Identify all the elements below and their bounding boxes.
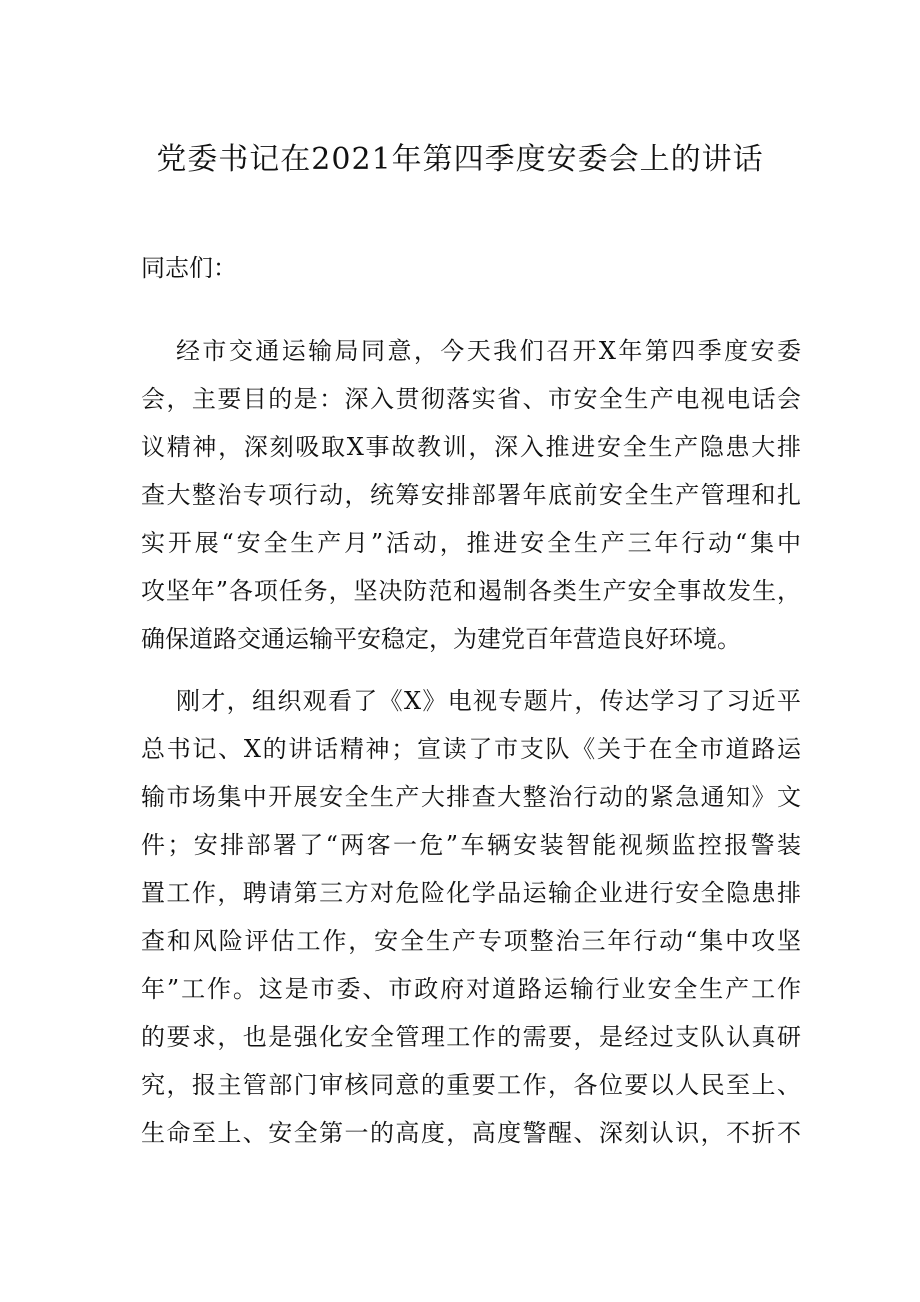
text-line: 年”工作。这是市委、市政府对道路运输行业安全生产工作 (141, 975, 801, 1003)
text-line: 会，主要目的是：深入贯彻落实省、市安全生产电视电话会 (141, 385, 801, 413)
text-line: 件；安排部署了“两客一危”车辆安装智能视频监控报警装 (141, 831, 801, 859)
text-line: 生命至上、安全第一的高度，高度警醒、深刻认识，不折不 (141, 1119, 801, 1147)
text-line: 输市场集中开展安全生产大排查大整治行动的紧急通知》文 (141, 783, 801, 811)
text-line: 实开展“安全生产月”活动，推进安全生产三年行动“集中 (141, 529, 801, 557)
text-line: 经市交通运输局同意，今天我们召开X年第四季度安委 (176, 337, 801, 365)
text-line: 究，报主管部门审核同意的重要工作，各位要以人民至上、 (141, 1071, 801, 1099)
text-line: 刚才，组织观看了《X》电视专题片，传达学习了习近平 (176, 687, 801, 715)
document-title: 党委书记在2021年第四季度安委会上的讲话 (156, 142, 764, 177)
text-line: 议精神，深刻吸取X事故教训，深入推进安全生产隐患大排 (141, 433, 801, 461)
text-line: 确保道路交通运输平安稳定，为建党百年营造良好环境。 (141, 625, 741, 653)
salutation: 同志们： (141, 254, 237, 282)
text-line: 查大整治专项行动，统筹安排部署年底前安全生产管理和扎 (141, 481, 801, 509)
paragraph-1 (141, 327, 801, 663)
paragraph-2 (141, 677, 801, 1157)
text-line: 的要求，也是强化安全管理工作的需要，是经过支队认真研 (141, 1023, 801, 1051)
text-line: 总书记、X的讲话精神；宣读了市支队《关于在全市道路运 (141, 735, 801, 763)
text-line: 攻坚年”各项任务，坚决防范和遏制各类生产安全事故发生， (141, 577, 801, 605)
text-line: 查和风险评估工作，安全生产专项整治三年行动“集中攻坚 (141, 927, 801, 955)
text-line: 置工作，聘请第三方对危险化学品运输企业进行安全隐患排 (141, 879, 801, 907)
